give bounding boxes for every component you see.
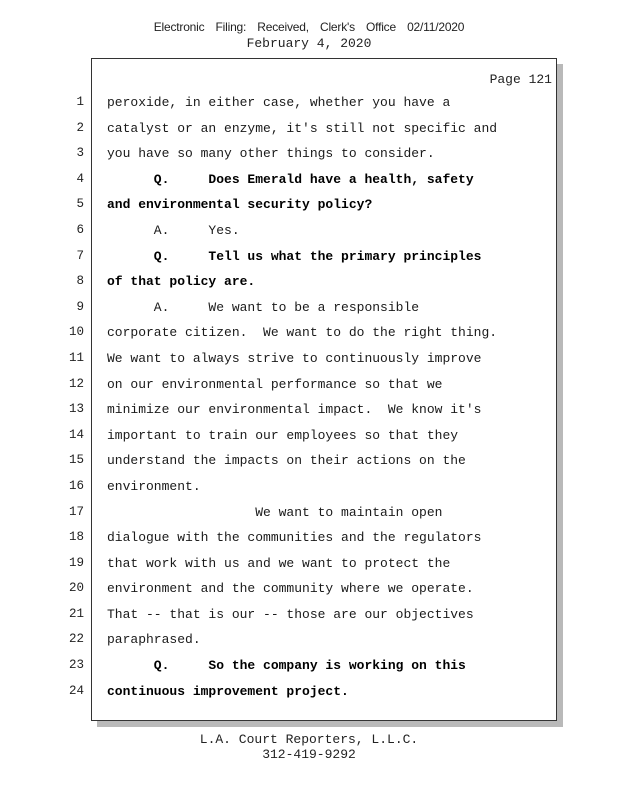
transcript-line [0,627,618,653]
line-number: 18 [68,530,84,545]
line-number: 14 [68,427,84,442]
line-text: continuous improvement project. [107,683,349,699]
line-text: that work with us and we want to protect the [107,555,451,571]
line-number: 21 [68,606,84,621]
transcript-line [0,244,618,270]
line-text: A. We want to be a responsible [107,299,420,315]
line-number: 9 [76,299,84,314]
line-number: 24 [68,683,84,698]
line-number: 11 [68,350,84,365]
transcript-line [0,141,618,167]
line-text: you have so many other things to consider. [107,146,435,162]
line-text: catalyst or an enzyme, it's still not specific and [107,120,498,136]
transcript-line [0,500,618,526]
transcript-line [0,295,618,321]
line-number: 4 [76,171,84,186]
deposition-date: February 4, 2020 [246,36,372,51]
line-text: That -- that is our -- those are our objectives [107,606,474,622]
line-number: 1 [76,95,84,109]
line-text: Q. Does Emerald have a health, safety [107,171,474,187]
line-number: 23 [68,658,84,673]
line-number: 8 [76,274,84,289]
transcript-line [0,448,618,474]
line-number: 20 [68,581,84,596]
line-number: 10 [68,325,84,340]
transcript-line [0,192,618,218]
transcript-line [0,167,618,193]
line-number: 22 [68,632,84,647]
transcript-line [0,576,618,602]
transcript-line [0,320,618,346]
line-number: 12 [68,376,84,391]
transcript-line [0,602,618,628]
court-reporter-name: L.A. Court Reporters, L.L.C. [199,732,419,747]
transcript-line [0,346,618,372]
transcript-line [0,551,618,577]
line-number: 3 [76,146,84,161]
line-text: Q. Tell us what the primary principles [107,248,482,264]
line-text: of that policy are. [107,274,256,290]
transcript-line [0,679,618,705]
line-text: We want to always strive to continuously improve [107,350,482,366]
transcript-line [0,397,618,423]
line-text: dialogue with the communities and the regulators [107,530,482,546]
transcript-line [0,116,618,142]
line-text: minimize our environmental impact. We know it's [107,402,482,418]
line-number: 2 [76,120,84,135]
line-number: 6 [76,222,84,237]
line-text: peroxide, in either case, whether you have a [107,95,451,110]
line-text: A. Yes. [107,222,240,238]
line-text: important to train our employees so that they [107,427,459,443]
filing-stamp: Electronic Filing: Received, Clerk's Office 02/11/2020 [153,20,465,34]
line-text: on our environmental performance so that we [107,376,443,392]
transcript-line [0,372,618,398]
transcript-line [0,423,618,449]
line-text: corporate citizen. We want to do the right thing. [107,325,498,341]
line-text: We want to maintain open [107,504,443,520]
transcript-line [0,269,618,295]
court-reporter-phone: 312-419-9292 [262,747,356,762]
line-text: environment. [107,478,201,494]
line-text: Q. So the company is working on this [107,658,466,674]
line-number: 5 [76,197,84,212]
transcript-line [0,90,618,116]
line-text: environment and the community where we operate. [107,581,474,597]
line-number: 19 [68,555,84,570]
line-number: 16 [68,478,84,493]
transcript-line [0,525,618,551]
line-text: understand the impacts on their actions on the [107,453,466,469]
line-number: 15 [68,453,84,468]
line-text: paraphrased. [107,632,201,648]
line-number: 13 [68,402,84,417]
transcript-lines [0,90,618,704]
transcript-line [0,653,618,679]
line-number: 7 [76,248,84,263]
page-number: Page 121 [489,72,552,87]
transcript-line [0,474,618,500]
line-text: and environmental security policy? [107,197,373,213]
line-number: 17 [68,504,84,519]
transcript-line [0,218,618,244]
